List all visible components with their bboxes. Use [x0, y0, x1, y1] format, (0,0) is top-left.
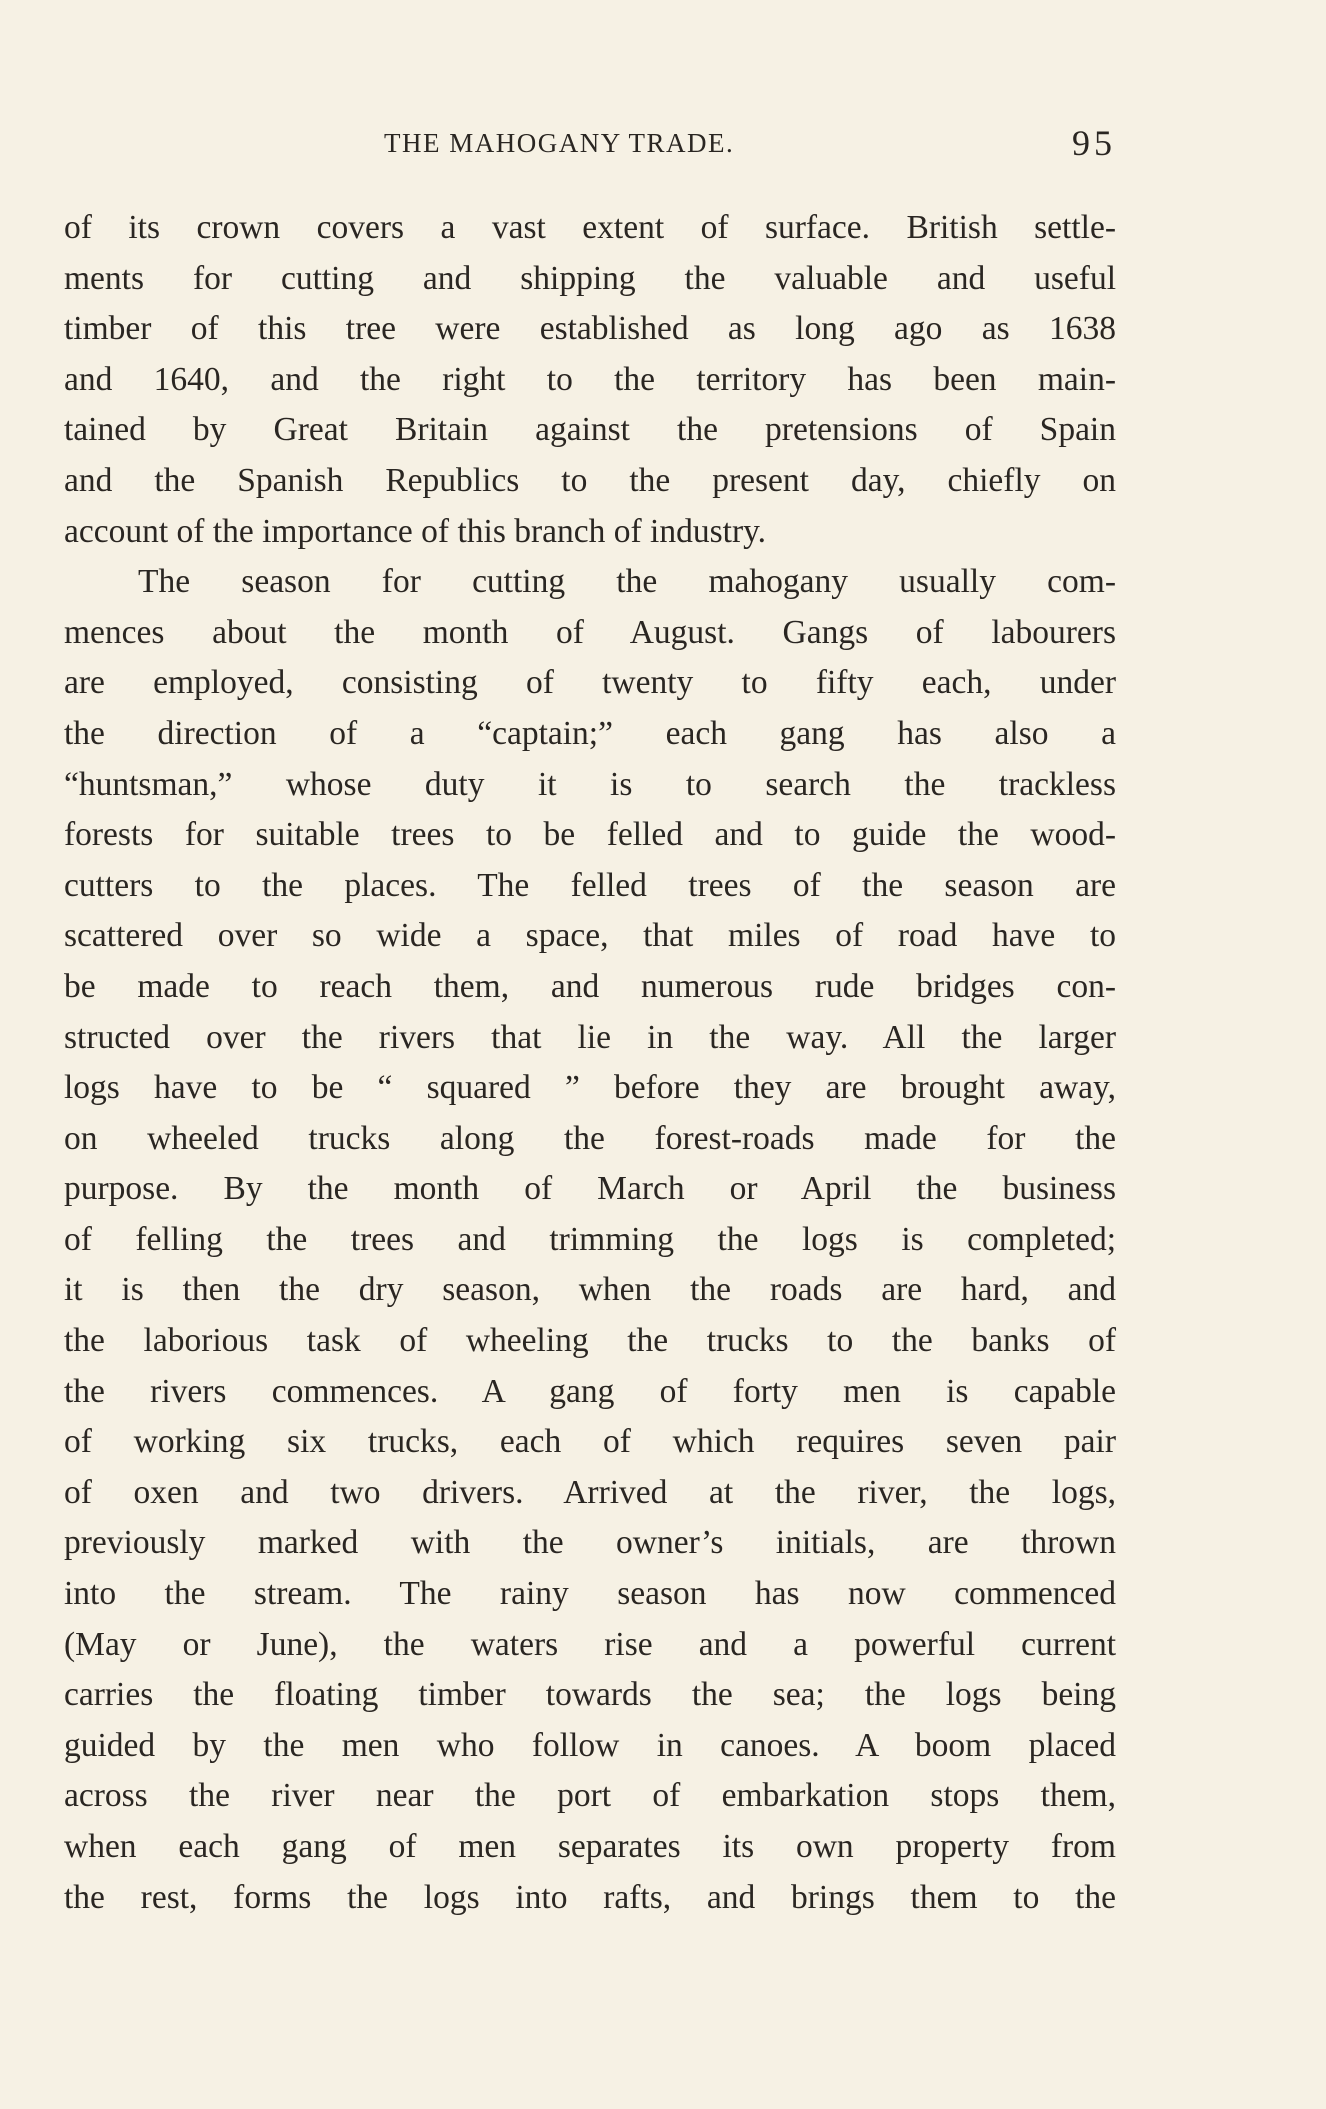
text-line: on wheeled trucks along the forest-roads made for the	[64, 1119, 1116, 1157]
text-line: of felling the trees and trimming the logs is completed;	[64, 1220, 1116, 1258]
text-line: of its crown covers a vast extent of surface. British settle-	[64, 209, 1116, 246]
text-line: “huntsman,” whose duty it is to search the trackless	[64, 765, 1116, 803]
text-line: it is then the dry season, when the roads are hard, and	[64, 1271, 1116, 1309]
running-head: THE MAHOGANY TRADE.	[384, 128, 735, 158]
text-line: cutters to the places. The felled trees of the season are	[64, 866, 1116, 904]
text-line: account of the importance of this branch of industry.	[64, 512, 767, 550]
text-line: forests for suitable trees to be felled and to guide the wood-	[64, 816, 1116, 854]
text-line: timber of this tree were established as long ago as 1638	[64, 310, 1116, 348]
text-line: the direction of a “captain;” each gang has also a	[64, 714, 1116, 752]
text-line: when each gang of men separates its own property from	[64, 1828, 1116, 1865]
body-text	[64, 203, 1116, 1923]
text-line: be made to reach them, and numerous rude bridges con-	[64, 967, 1116, 1005]
text-line: and 1640, and the right to the territory has been main-	[64, 360, 1116, 398]
text-line: the rest, forms the logs into rafts, and brings them to the	[64, 1878, 1116, 1916]
text-line: ments for cutting and shipping the valuable and useful	[64, 259, 1116, 297]
text-line: into the stream. The rainy season has now commenced	[64, 1575, 1116, 1613]
text-line: across the river near the port of embarkation stops them,	[64, 1777, 1116, 1815]
text-line: purpose. By the month of March or April the business	[64, 1170, 1116, 1208]
text-line: (May or June), the waters rise and a powerful current	[64, 1625, 1116, 1663]
text-line: structed over the rivers that lie in the way. All the larger	[64, 1018, 1116, 1056]
text-line: guided by the men who follow in canoes. A boom placed	[64, 1726, 1116, 1764]
page-number: 95	[1072, 123, 1116, 163]
text-line: previously marked with the owner’s initials, are thrown	[64, 1524, 1116, 1562]
text-line: are employed, consisting of twenty to fifty each, under	[64, 664, 1116, 702]
text-line: the laborious task of wheeling the trucks to the banks of	[64, 1322, 1116, 1360]
text-line: the rivers commences. A gang of forty men is capable	[64, 1372, 1116, 1410]
text-line: of working six trucks, each of which requires seven pair	[64, 1423, 1116, 1461]
text-line: scattered over so wide a space, that miles of road have to	[64, 917, 1116, 955]
text-line: logs have to be “ squared ” before they are brought away,	[64, 1069, 1116, 1107]
text-line: carries the floating timber towards the sea; the logs being	[64, 1676, 1116, 1714]
text-line: mences about the month of August. Gangs of labourers	[64, 613, 1116, 651]
text-line: The season for cutting the mahogany usually com-	[138, 563, 1116, 601]
text-line: and the Spanish Republics to the present day, chiefly on	[64, 461, 1116, 499]
text-line: of oxen and two drivers. Arrived at the river, the logs,	[64, 1473, 1116, 1511]
page-header	[64, 118, 1116, 168]
text-line: tained by Great Britain against the pretensions of Spain	[64, 411, 1116, 449]
